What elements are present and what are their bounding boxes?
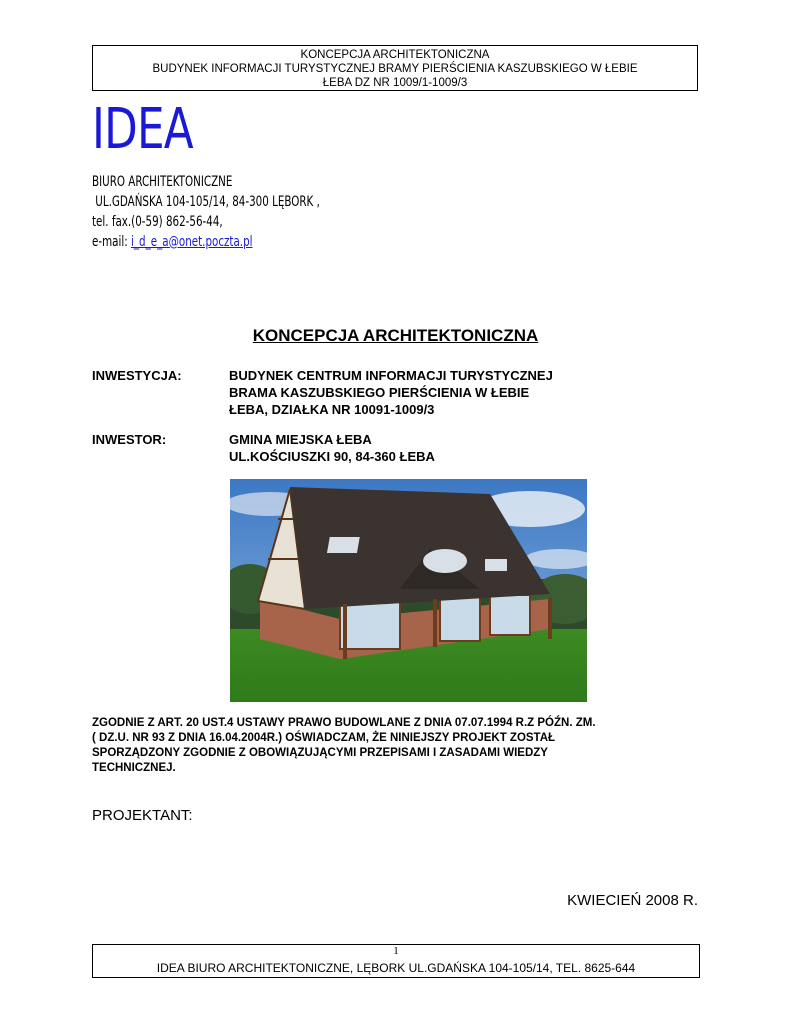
page-number: 1 <box>393 945 399 957</box>
investor-label: INWESTOR: <box>92 432 167 447</box>
investor-value <box>229 431 649 465</box>
building-rendering <box>230 479 587 702</box>
firm-info <box>92 172 320 252</box>
investment-label: INWESTYCJA: <box>92 368 182 383</box>
header-line-2: BUDYNEK INFORMACJI TURYSTYCZNEJ BRAMY PIERŚCIENIA KASZUBSKIEGO W ŁEBIE <box>152 63 638 75</box>
statement-line: TECHNICZNEJ. <box>92 762 176 774</box>
document-title: KONCEPCJA ARCHITEKTONICZNA <box>252 326 539 345</box>
firm-phone: tel. fax.(0-59) 862-56-44, <box>92 214 223 230</box>
legal-statement <box>92 716 692 776</box>
investment-line: ŁEBA, DZIAŁKA NR 10091-1009/3 <box>229 402 435 417</box>
investment-line: BRAMA KASZUBSKIEGO PIERŚCIENIA W ŁEBIE <box>229 385 530 400</box>
investor-line: GMINA MIEJSKA ŁEBA <box>229 432 372 447</box>
investment-value <box>229 367 649 418</box>
footer-text: IDEA BIURO ARCHITEKTONICZNE, LĘBORK UL.GDAŃSKA 104-105/14, TEL. 8625-644 <box>156 961 636 975</box>
firm-name: BIURO ARCHITEKTONICZNE <box>92 174 233 190</box>
document-date: KWIECIEŃ 2008 R. <box>567 892 698 909</box>
email-link[interactable]: i_d_e_a@onet.poczta.pl <box>130 234 253 250</box>
idea-logo: IDEA <box>92 97 193 162</box>
firm-address: UL.GDAŃSKA 104-105/14, 84-300 LĘBORK , <box>92 194 320 210</box>
statement-line: ( DZ.U. NR 93 Z DNIA 16.04.2004R.) OŚWIADCZAM, ŻE NINIEJSZY PROJEKT ZOSTAŁ <box>92 732 556 744</box>
header-line-1: KONCEPCJA ARCHITEKTONICZNA <box>300 49 490 61</box>
email-label: e-mail: <box>92 234 131 250</box>
firm-email-row <box>92 232 320 252</box>
designer-label: PROJEKTANT: <box>92 807 193 824</box>
statement-line: ZGODNIE Z ART. 20 UST.4 USTAWY PRAWO BUDOWLANE Z DNIA 07.07.1994 R.Z PÓŹN. ZM. <box>92 717 596 729</box>
document-footer <box>92 944 700 978</box>
document-header <box>92 45 698 91</box>
investment-line: BUDYNEK CENTRUM INFORMACJI TURYSTYCZNEJ <box>229 368 553 383</box>
header-line-3: ŁEBA DZ NR 1009/1-1009/3 <box>322 77 468 89</box>
investor-line: UL.KOŚCIUSZKI 90, 84-360 ŁEBA <box>229 449 435 464</box>
statement-line: SPORZĄDZONY ZGODNIE Z OBOWIĄZUJĄCYMI PRZEPISAMI I ZASADAMI WIEDZY <box>92 747 548 759</box>
